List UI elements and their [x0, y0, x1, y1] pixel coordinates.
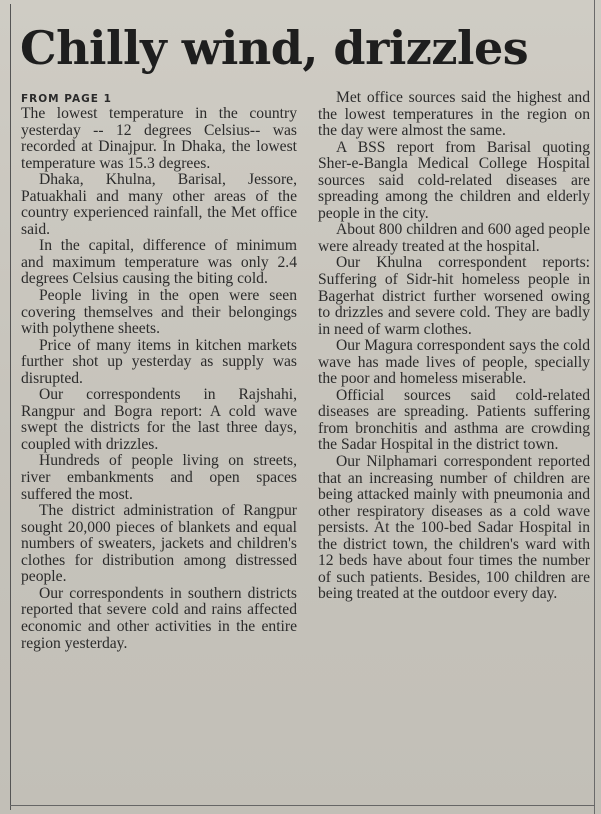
paragraph: Our Khulna correspondent reports: Suffering of Sidr-hit homeless people in Bagerhat district further worsened owing to drizzles and severe cold. They are badly in need of warm clothes. — [318, 254, 590, 338]
paragraph: Price of many items in kitchen markets further shot up yesterday as supply was disrupted. — [21, 336, 297, 387]
paragraph: People living in the open were seen covering themselves and their belongings with polythene sheets. — [21, 287, 297, 338]
headline: Chilly wind, drizzles — [20, 21, 529, 75]
left-column — [21, 93, 297, 652]
paragraph: Official sources said cold-related diseases are spreading. Patients suffering from bronchitis and asthma are crowding the Sadar Hospital in the district town. — [318, 386, 590, 454]
paragraph: Our Nilphamari correspondent reported that an increasing number of children are being attacked mainly with pneumonia and other respiratory diseases as a cold wave persists. At the 100-bed Sadar Hospital in the district town, the children's ward with 12 beds have about four times the number of such patients. Besides, 100 children are being treated at the outdoor every day. — [318, 453, 590, 603]
paragraph: The lowest temperature in the country yesterday -- 12 degrees Celsius-- was recorded at Dinajpur. In Dhaka, the lowest temperature was 15.3 degrees. — [21, 105, 297, 172]
bottom-rule — [10, 805, 595, 806]
paragraph: Dhaka, Khulna, Barisal, Jessore, Patuakhali and many other areas of the country experienced rainfall, the Met office said. — [21, 171, 297, 238]
right-edge-rule — [594, 0, 595, 814]
paragraph: In the capital, difference of minimum and maximum temperature was only 2.4 degrees Celsius causing the biting cold. — [21, 237, 297, 288]
right-column — [318, 90, 590, 603]
paragraph: About 800 children and 600 aged people were already treated at the hospital. — [318, 221, 590, 255]
paragraph: A BSS report from Barisal quoting Sher-e-Bangla Medical College Hospital sources said cold-related diseases are spreading among the children and elderly people in the city. — [318, 138, 590, 222]
paragraph: Our Magura correspondent says the cold wave has made lives of people, specially the poor and homeless miserable. — [318, 337, 590, 388]
continuation-kicker: FROM PAGE 1 — [21, 93, 112, 105]
paragraph: Hundreds of people living on streets, river embankments and open spaces suffered the most. — [21, 452, 297, 503]
paragraph: The district administration of Rangpur sought 20,000 pieces of blankets and equal numbers of sweaters, jackets and children's clothes for distribution among distressed people. — [21, 502, 297, 586]
left-column-rule — [10, 4, 11, 810]
paragraph: Our correspondents in southern districts reported that severe cold and rains affected economic and other activities in the entire region yesterday. — [21, 584, 297, 652]
paragraph: Our correspondents in Rajshahi, Rangpur and Bogra report: A cold wave swept the districts for the last three days, coupled with drizzles. — [21, 386, 297, 453]
paragraph: Met office sources said the highest and the lowest temperatures in the region on the day were almost the same. — [318, 89, 590, 140]
